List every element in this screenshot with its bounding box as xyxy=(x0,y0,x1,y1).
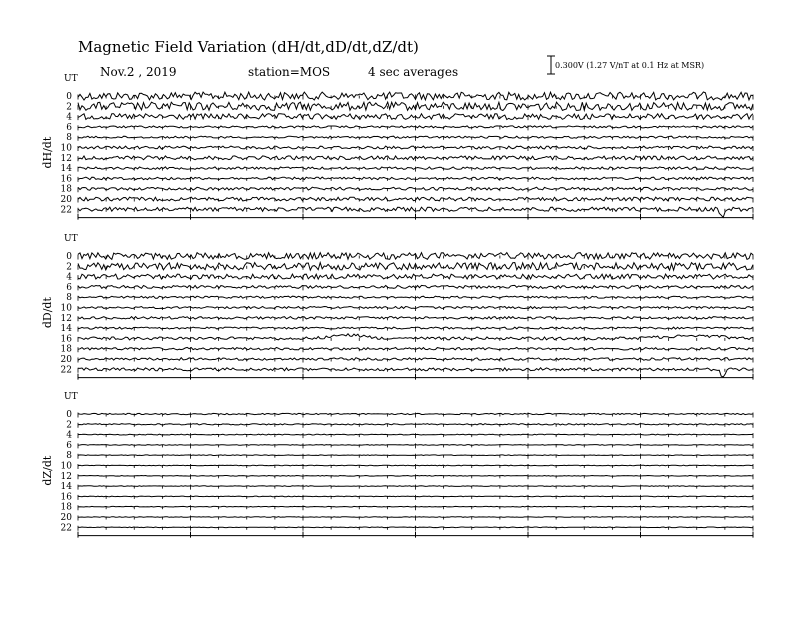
ut-label: UT xyxy=(64,234,78,244)
scale-label: 0.300V (1.27 V/nT at 0.1 Hz at MSR) xyxy=(555,61,705,70)
hour-tick-label: 20 xyxy=(60,355,72,365)
hour-tick-label: 18 xyxy=(60,184,72,195)
trace-line xyxy=(78,496,753,497)
hour-tick-label: 12 xyxy=(60,313,72,324)
hour-tick-label: 20 xyxy=(60,195,72,205)
figure-title: Magnetic Field Variation (dH/dt,dD/dt,dZ/dt) xyxy=(78,38,419,56)
panels-group xyxy=(41,74,753,538)
trace-line xyxy=(78,445,753,446)
hour-tick-label: 8 xyxy=(66,293,72,304)
hour-tick-label: 16 xyxy=(60,492,72,503)
hour-tick-label: 10 xyxy=(60,303,72,314)
hour-tick-label: 22 xyxy=(60,523,72,534)
hour-tick-label: 4 xyxy=(66,430,72,441)
hour-tick-label: 0 xyxy=(66,252,72,262)
hour-tick-label: 22 xyxy=(60,365,72,376)
hour-tick-label: 12 xyxy=(60,153,72,164)
panel-ylabel: dZ/dt xyxy=(41,455,54,486)
trace-line xyxy=(78,465,753,466)
hour-tick-label: 14 xyxy=(60,482,72,493)
trace-line xyxy=(78,455,753,456)
hour-tick-label: 20 xyxy=(60,513,72,523)
scale-bar xyxy=(547,56,555,74)
trace-line xyxy=(78,517,753,518)
panel-dH-dt xyxy=(41,74,753,220)
hour-tick-label: 6 xyxy=(66,282,72,293)
hour-tick-label: 16 xyxy=(60,174,72,185)
hour-tick-label: 14 xyxy=(60,324,72,335)
trace-line xyxy=(78,527,753,528)
hour-tick-label: 18 xyxy=(60,502,72,513)
hour-tick-label: 2 xyxy=(66,420,72,431)
panel-dZ-dt xyxy=(41,392,753,538)
ut-label: UT xyxy=(64,74,78,84)
hour-tick-label: 10 xyxy=(60,143,72,154)
hour-tick-label: 4 xyxy=(66,272,72,283)
panel-ylabel: dD/dt xyxy=(41,297,54,329)
hour-tick-label: 8 xyxy=(66,451,72,462)
hour-tick-label: 16 xyxy=(60,334,72,345)
date-label: Nov.2 , 2019 xyxy=(100,65,177,79)
hour-tick-label: 18 xyxy=(60,344,72,355)
hour-tick-label: 12 xyxy=(60,471,72,482)
hour-tick-label: 4 xyxy=(66,112,72,123)
averaging-label: 4 sec averages xyxy=(368,65,459,79)
hour-tick-label: 22 xyxy=(60,205,72,216)
trace-line xyxy=(78,434,753,435)
hour-tick-label: 6 xyxy=(66,440,72,451)
panel-ylabel: dH/dt xyxy=(41,136,54,169)
hour-tick-label: 0 xyxy=(66,92,72,102)
hour-tick-label: 0 xyxy=(66,410,72,420)
hour-tick-label: 2 xyxy=(66,102,72,113)
hour-tick-label: 10 xyxy=(60,461,72,472)
trace-line xyxy=(78,486,753,487)
trace-line xyxy=(78,476,753,477)
station-label: station=MOS xyxy=(248,65,331,79)
hour-tick-label: 14 xyxy=(60,164,72,175)
ut-label: UT xyxy=(64,392,78,402)
hour-tick-label: 2 xyxy=(66,262,72,273)
hour-tick-label: 6 xyxy=(66,122,72,133)
trace-line xyxy=(78,506,753,507)
panel-dD-dt xyxy=(41,234,753,380)
hour-tick-label: 8 xyxy=(66,133,72,144)
